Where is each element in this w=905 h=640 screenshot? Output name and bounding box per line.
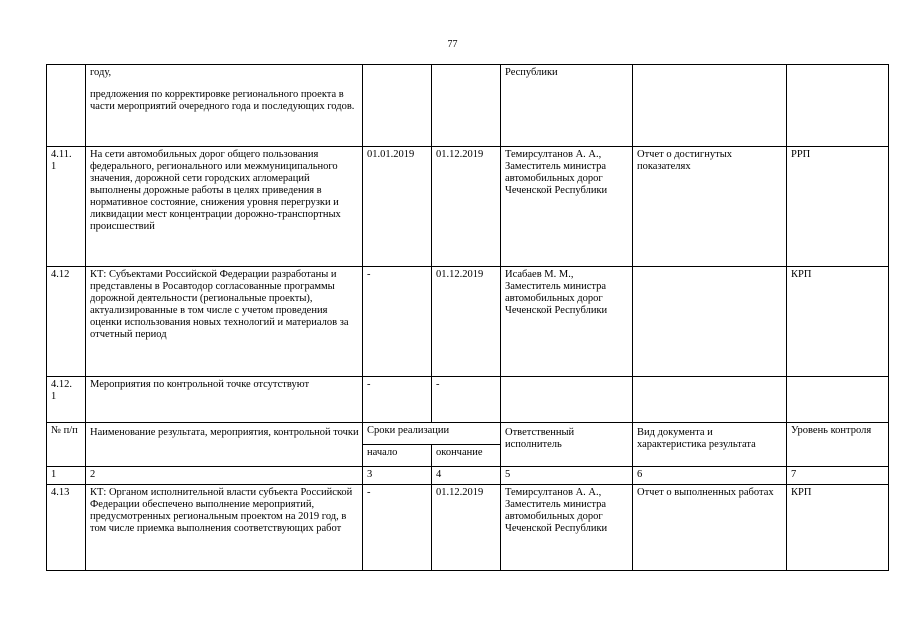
row-start-cell: - [363,485,432,571]
row-name-cell [86,147,363,267]
row-doc-cell: Отчет о достигнутых показателях [633,147,787,267]
row-doc-cell [633,267,787,377]
row-end-cell: 01.12.2019 [432,485,501,571]
header-terms: Сроки реализации [363,423,501,445]
table-row [47,147,889,267]
table-row [47,65,889,147]
row-responsible-cell: Темирсултанов А. А., Заместитель министра автомобильных дорог Чеченской Республики [501,485,633,571]
row-name-line: На сети автомобильных дорог общего пользования федерального, регионального или межмуниципального значения, дорожной сети городских агломераций выполнены дорожные работы в целях приведения в нормативное состояние, снижения уровня перегрузки и ликвидации мест концентрации дорожно-транспортных происшествий [90,149,341,232]
numbering-cell: 6 [633,467,787,485]
row-number-text: 4.12. 1 [51,379,72,402]
row-number-cell: 4.13 [47,485,86,571]
header-start: начало [363,445,432,467]
row-level-cell [787,65,889,147]
row-number-cell [47,147,86,267]
row-level-cell: РРП [787,147,889,267]
numbering-cell: 3 [363,467,432,485]
numbering-cell: 1 [47,467,86,485]
row-end-cell: 01.12.2019 [432,267,501,377]
row-name-line: КТ: Органом исполнительной власти субъекта Российской Федерации обеспечено выполнение мероприятий, предусмотренных региональным проектом на 2019 год, в том числе приемка выполнения соответствующих работ [90,487,353,534]
row-name-line: КТ: Субъектами Российской Федерации разработаны и представлены в Росавтодор согласованные программы дорожной деятельности (региональные проекты), актуализированные в том числе с учетом проведения оценки использования новых технологий и материалов за отчетный период [90,269,349,340]
row-start-cell: 01.01.2019 [363,147,432,267]
row-end-cell [432,65,501,147]
header-level: Уровень контроля [787,423,889,467]
row-name-cell [86,485,363,571]
row-name-line: году, [90,67,112,78]
row-doc-cell [633,65,787,147]
page-number: 77 [447,39,458,50]
row-number-cell [47,267,86,377]
row-end-cell: - [432,377,501,423]
row-name-line: Мероприятия по контрольной точке отсутствуют [90,379,310,390]
header-end: окончание [432,445,501,467]
row-responsible-cell: Республики [501,65,633,147]
row-responsible-cell: Исабаев М. М., Заместитель министра автомобильных дорог Чеченской Республики [501,267,633,377]
row-name-cell [86,267,363,377]
header-doc: Вид документа и характеристика результата [633,423,787,467]
row-responsible-cell [501,377,633,423]
row-level-cell [787,377,889,423]
row-start-cell: - [363,377,432,423]
header-responsible: Ответственный исполнитель [501,423,633,467]
header-row [47,423,889,445]
plan-table [46,64,889,571]
table-row [47,377,889,423]
numbering-row [47,467,889,485]
row-doc-cell [633,377,787,423]
row-name-line: предложения по корректировке регионального проекта в части мероприятий очередного года и последующих годов. [90,89,355,112]
table-row [47,485,889,571]
row-number-text: 4.11. 1 [51,149,72,172]
row-end-cell: 01.12.2019 [432,147,501,267]
row-name-cell [86,65,363,147]
row-start-cell [363,65,432,147]
numbering-cell: 7 [787,467,889,485]
row-level-cell: КРП [787,267,889,377]
row-name-cell [86,377,363,423]
numbering-cell: 5 [501,467,633,485]
row-number-cell [47,65,86,147]
numbering-cell: 4 [432,467,501,485]
row-level-cell: КРП [787,485,889,571]
row-doc-cell: Отчет о выполненных работах [633,485,787,571]
table-row [47,267,889,377]
header-name: Наименование результата, мероприятия, контрольной точки [86,423,363,467]
row-start-cell: - [363,267,432,377]
numbering-cell: 2 [86,467,363,485]
row-number-text: 4.12 [51,269,70,280]
header-no: № п/п [47,423,86,467]
row-responsible-cell: Темирсултанов А. А., Заместитель министра автомобильных дорог Чеченской Республики [501,147,633,267]
row-number-cell [47,377,86,423]
